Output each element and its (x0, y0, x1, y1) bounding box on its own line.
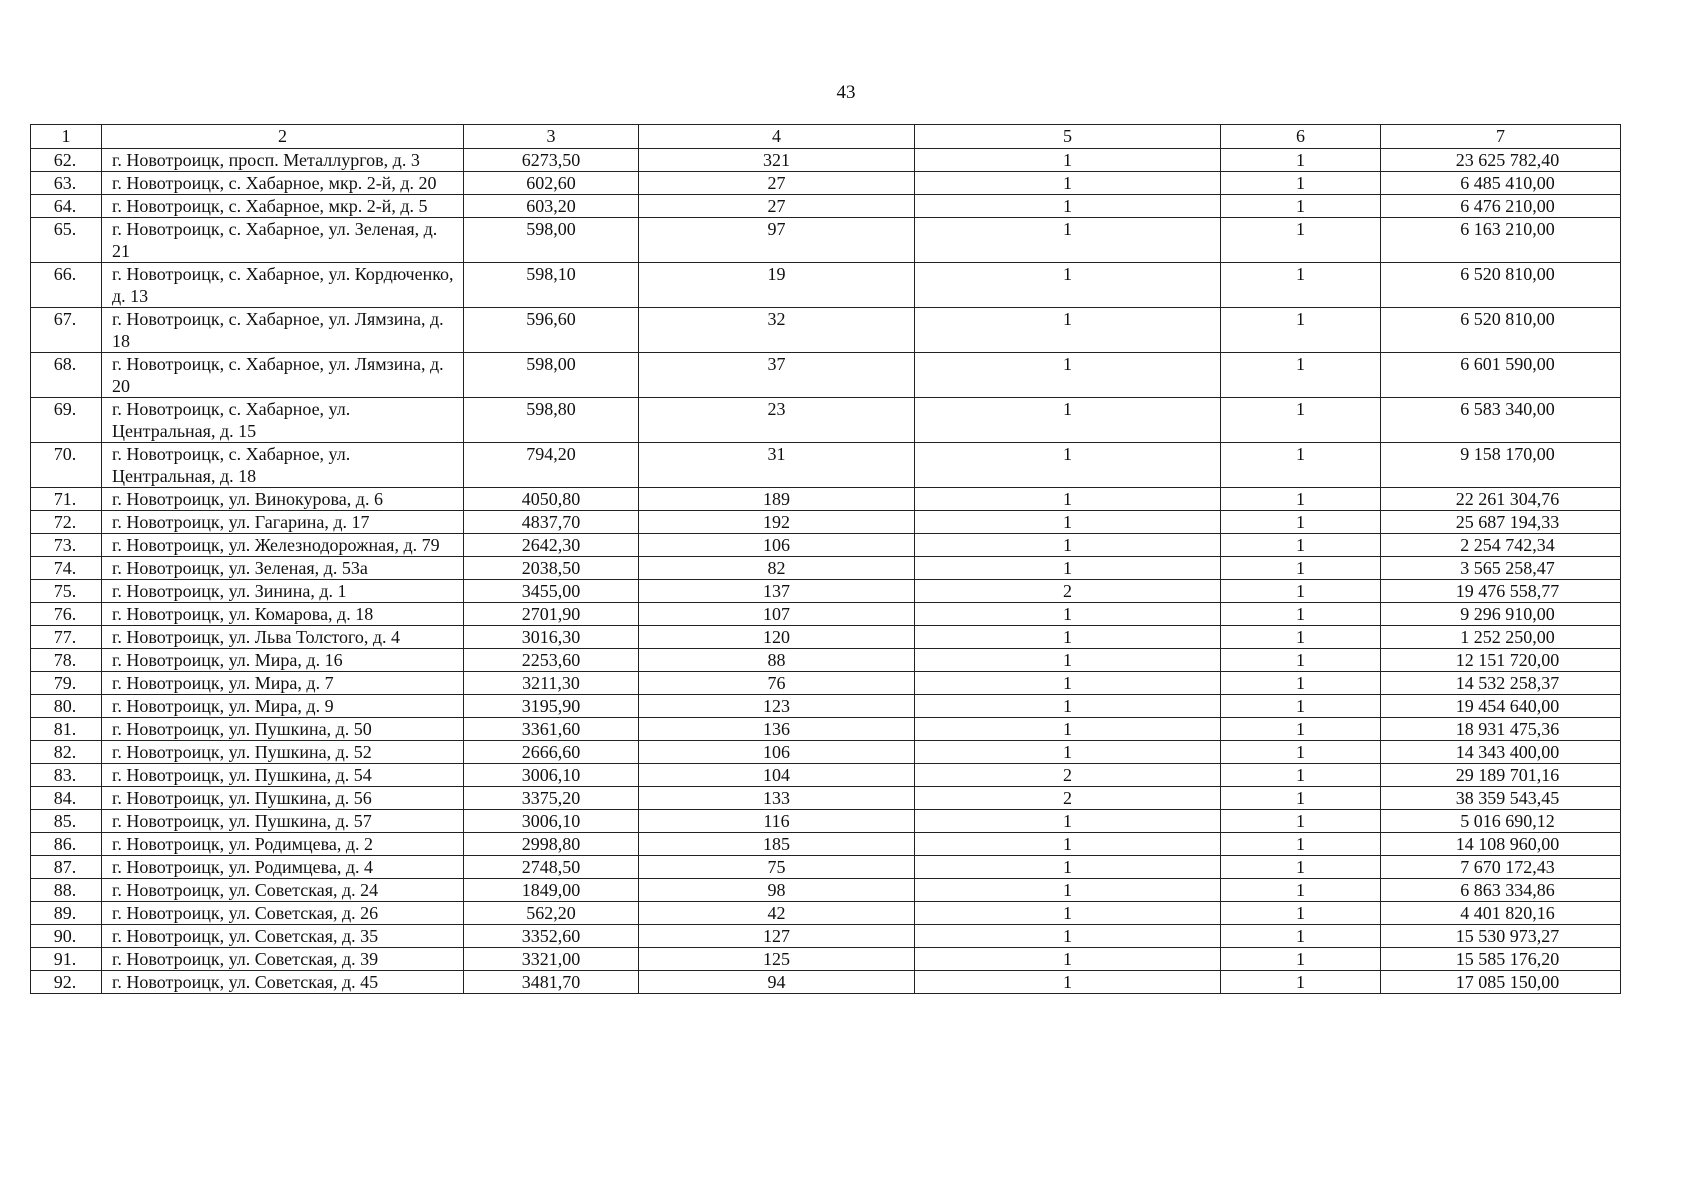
residents-cell: 97 (639, 218, 915, 263)
cost-cell: 19 476 558,77 (1381, 580, 1621, 603)
col5-cell: 1 (915, 603, 1221, 626)
col6-cell: 1 (1221, 263, 1381, 308)
table-row (31, 626, 1621, 649)
col5-cell: 1 (915, 649, 1221, 672)
area-cell: 794,20 (464, 443, 639, 488)
residents-cell: 136 (639, 718, 915, 741)
col5-cell: 1 (915, 195, 1221, 218)
table-row (31, 948, 1621, 971)
address-cell: г. Новотроицк, с. Хабарное, ул. Кордюченко, д. 13 (102, 263, 464, 308)
row-number: 75. (31, 580, 102, 603)
table-row (31, 580, 1621, 603)
area-cell: 562,20 (464, 902, 639, 925)
residents-cell: 321 (639, 149, 915, 172)
area-cell: 4050,80 (464, 488, 639, 511)
table-row (31, 695, 1621, 718)
col6-cell: 1 (1221, 649, 1381, 672)
table-row (31, 603, 1621, 626)
address-cell: г. Новотроицк, ул. Льва Толстого, д. 4 (102, 626, 464, 649)
col5-cell: 1 (915, 833, 1221, 856)
table-row (31, 787, 1621, 810)
column-number-6: 6 (1221, 125, 1381, 149)
address-cell: г. Новотроицк, ул. Винокурова, д. 6 (102, 488, 464, 511)
address-cell: г. Новотроицк, с. Хабарное, ул. Центральная, д. 18 (102, 443, 464, 488)
row-number: 80. (31, 695, 102, 718)
col6-cell: 1 (1221, 580, 1381, 603)
col6-cell: 1 (1221, 195, 1381, 218)
table-row (31, 718, 1621, 741)
cost-cell: 14 108 960,00 (1381, 833, 1621, 856)
cost-cell: 17 085 150,00 (1381, 971, 1621, 994)
row-number: 85. (31, 810, 102, 833)
col6-cell: 1 (1221, 308, 1381, 353)
col6-cell: 1 (1221, 172, 1381, 195)
cost-cell: 6 863 334,86 (1381, 879, 1621, 902)
area-cell: 596,60 (464, 308, 639, 353)
residents-cell: 82 (639, 557, 915, 580)
residents-cell: 23 (639, 398, 915, 443)
address-cell: г. Новотроицк, ул. Пушкина, д. 52 (102, 741, 464, 764)
address-cell: г. Новотроицк, ул. Гагарина, д. 17 (102, 511, 464, 534)
cost-cell: 15 530 973,27 (1381, 925, 1621, 948)
col5-cell: 1 (915, 925, 1221, 948)
col5-cell: 1 (915, 263, 1221, 308)
cost-cell: 12 151 720,00 (1381, 649, 1621, 672)
row-number: 72. (31, 511, 102, 534)
residents-cell: 88 (639, 649, 915, 672)
row-number: 63. (31, 172, 102, 195)
cost-cell: 38 359 543,45 (1381, 787, 1621, 810)
address-cell: г. Новотроицк, ул. Родимцева, д. 4 (102, 856, 464, 879)
table-row (31, 511, 1621, 534)
area-cell: 603,20 (464, 195, 639, 218)
residents-cell: 32 (639, 308, 915, 353)
area-cell: 4837,70 (464, 511, 639, 534)
col5-cell: 1 (915, 443, 1221, 488)
row-number: 89. (31, 902, 102, 925)
area-cell: 2701,90 (464, 603, 639, 626)
area-cell: 2642,30 (464, 534, 639, 557)
residents-cell: 137 (639, 580, 915, 603)
cost-cell: 1 252 250,00 (1381, 626, 1621, 649)
col6-cell: 1 (1221, 718, 1381, 741)
residents-cell: 75 (639, 856, 915, 879)
address-cell: г. Новотроицк, ул. Зинина, д. 1 (102, 580, 464, 603)
address-cell: г. Новотроицк, просп. Металлургов, д. 3 (102, 149, 464, 172)
table-row (31, 741, 1621, 764)
address-cell: г. Новотроицк, с. Хабарное, ул. Центральная, д. 15 (102, 398, 464, 443)
col6-cell: 1 (1221, 353, 1381, 398)
table-row (31, 488, 1621, 511)
area-cell: 598,00 (464, 218, 639, 263)
area-cell: 1849,00 (464, 879, 639, 902)
address-cell: г. Новотроицк, ул. Родимцева, д. 2 (102, 833, 464, 856)
address-cell: г. Новотроицк, ул. Советская, д. 39 (102, 948, 464, 971)
address-cell: г. Новотроицк, ул. Советская, д. 26 (102, 902, 464, 925)
col5-cell: 1 (915, 534, 1221, 557)
residents-cell: 127 (639, 925, 915, 948)
table-body (31, 149, 1621, 994)
table-row (31, 672, 1621, 695)
col6-cell: 1 (1221, 443, 1381, 488)
residents-cell: 107 (639, 603, 915, 626)
residents-cell: 31 (639, 443, 915, 488)
col5-cell: 1 (915, 353, 1221, 398)
row-number: 70. (31, 443, 102, 488)
col5-cell: 1 (915, 308, 1221, 353)
address-cell: г. Новотроицк, ул. Пушкина, д. 56 (102, 787, 464, 810)
cost-cell: 5 016 690,12 (1381, 810, 1621, 833)
address-cell: г. Новотроицк, ул. Мира, д. 16 (102, 649, 464, 672)
address-cell: г. Новотроицк, ул. Зеленая, д. 53а (102, 557, 464, 580)
col6-cell: 1 (1221, 787, 1381, 810)
residents-cell: 104 (639, 764, 915, 787)
col5-cell: 1 (915, 902, 1221, 925)
area-cell: 598,80 (464, 398, 639, 443)
col6-cell: 1 (1221, 833, 1381, 856)
cost-cell: 14 532 258,37 (1381, 672, 1621, 695)
col5-cell: 1 (915, 149, 1221, 172)
row-number: 67. (31, 308, 102, 353)
col5-cell: 2 (915, 580, 1221, 603)
residents-cell: 27 (639, 195, 915, 218)
cost-cell: 6 163 210,00 (1381, 218, 1621, 263)
residents-cell: 94 (639, 971, 915, 994)
col6-cell: 1 (1221, 948, 1381, 971)
row-number: 64. (31, 195, 102, 218)
col6-cell: 1 (1221, 741, 1381, 764)
row-number: 71. (31, 488, 102, 511)
table-row (31, 971, 1621, 994)
table-row (31, 764, 1621, 787)
area-cell: 3321,00 (464, 948, 639, 971)
residents-cell: 192 (639, 511, 915, 534)
address-cell: г. Новотроицк, ул. Советская, д. 24 (102, 879, 464, 902)
address-cell: г. Новотроицк, ул. Комарова, д. 18 (102, 603, 464, 626)
address-cell: г. Новотроицк, ул. Мира, д. 7 (102, 672, 464, 695)
col6-cell: 1 (1221, 902, 1381, 925)
row-number: 92. (31, 971, 102, 994)
cost-cell: 6 520 810,00 (1381, 263, 1621, 308)
col6-cell: 1 (1221, 603, 1381, 626)
row-number: 73. (31, 534, 102, 557)
column-number-4: 4 (639, 125, 915, 149)
cost-cell: 14 343 400,00 (1381, 741, 1621, 764)
residents-cell: 76 (639, 672, 915, 695)
address-cell: г. Новотроицк, с. Хабарное, ул. Зеленая, д. 21 (102, 218, 464, 263)
residents-cell: 42 (639, 902, 915, 925)
col5-cell: 1 (915, 398, 1221, 443)
address-cell: г. Новотроицк, ул. Пушкина, д. 57 (102, 810, 464, 833)
table-row (31, 879, 1621, 902)
residents-cell: 106 (639, 534, 915, 557)
cost-cell: 9 296 910,00 (1381, 603, 1621, 626)
column-number-row (31, 125, 1621, 149)
residents-cell: 27 (639, 172, 915, 195)
cost-cell: 3 565 258,47 (1381, 557, 1621, 580)
cost-cell: 23 625 782,40 (1381, 149, 1621, 172)
table-row (31, 534, 1621, 557)
area-cell: 602,60 (464, 172, 639, 195)
area-cell: 3006,10 (464, 810, 639, 833)
address-cell: г. Новотроицк, ул. Пушкина, д. 50 (102, 718, 464, 741)
col6-cell: 1 (1221, 626, 1381, 649)
area-cell: 3195,90 (464, 695, 639, 718)
area-cell: 3211,30 (464, 672, 639, 695)
cost-cell: 25 687 194,33 (1381, 511, 1621, 534)
col6-cell: 1 (1221, 764, 1381, 787)
address-cell: г. Новотроицк, с. Хабарное, ул. Лямзина, д. 18 (102, 308, 464, 353)
area-cell: 3352,60 (464, 925, 639, 948)
col5-cell: 1 (915, 511, 1221, 534)
table-row (31, 649, 1621, 672)
table-row (31, 195, 1621, 218)
col5-cell: 1 (915, 948, 1221, 971)
col5-cell: 1 (915, 971, 1221, 994)
cost-cell: 9 158 170,00 (1381, 443, 1621, 488)
row-number: 86. (31, 833, 102, 856)
cost-cell: 29 189 701,16 (1381, 764, 1621, 787)
column-number-2: 2 (102, 125, 464, 149)
column-number-1: 1 (31, 125, 102, 149)
address-cell: г. Новотроицк, ул. Советская, д. 45 (102, 971, 464, 994)
col6-cell: 1 (1221, 810, 1381, 833)
table-row (31, 398, 1621, 443)
row-number: 77. (31, 626, 102, 649)
col6-cell: 1 (1221, 695, 1381, 718)
area-cell: 3361,60 (464, 718, 639, 741)
row-number: 62. (31, 149, 102, 172)
area-cell: 2253,60 (464, 649, 639, 672)
address-cell: г. Новотроицк, с. Хабарное, мкр. 2-й, д. 20 (102, 172, 464, 195)
cost-cell: 7 670 172,43 (1381, 856, 1621, 879)
table-row (31, 557, 1621, 580)
table-row (31, 218, 1621, 263)
column-number-7: 7 (1381, 125, 1621, 149)
cost-cell: 2 254 742,34 (1381, 534, 1621, 557)
row-number: 90. (31, 925, 102, 948)
residents-cell: 98 (639, 879, 915, 902)
row-number: 69. (31, 398, 102, 443)
table-row (31, 443, 1621, 488)
row-number: 78. (31, 649, 102, 672)
col6-cell: 1 (1221, 218, 1381, 263)
col6-cell: 1 (1221, 557, 1381, 580)
row-number: 83. (31, 764, 102, 787)
col5-cell: 1 (915, 741, 1221, 764)
residents-cell: 125 (639, 948, 915, 971)
address-cell: г. Новотроицк, ул. Мира, д. 9 (102, 695, 464, 718)
residents-cell: 120 (639, 626, 915, 649)
residents-cell: 106 (639, 741, 915, 764)
page-number: 43 (836, 82, 856, 103)
row-number: 74. (31, 557, 102, 580)
cost-cell: 18 931 475,36 (1381, 718, 1621, 741)
table-row (31, 172, 1621, 195)
row-number: 76. (31, 603, 102, 626)
row-number: 84. (31, 787, 102, 810)
col5-cell: 1 (915, 856, 1221, 879)
cost-cell: 6 520 810,00 (1381, 308, 1621, 353)
cost-cell: 6 485 410,00 (1381, 172, 1621, 195)
table-row (31, 925, 1621, 948)
residents-cell: 185 (639, 833, 915, 856)
col5-cell: 1 (915, 488, 1221, 511)
area-cell: 2998,80 (464, 833, 639, 856)
address-cell: г. Новотроицк, ул. Советская, д. 35 (102, 925, 464, 948)
table-row (31, 353, 1621, 398)
row-number: 88. (31, 879, 102, 902)
cost-cell: 4 401 820,16 (1381, 902, 1621, 925)
row-number: 81. (31, 718, 102, 741)
col5-cell: 1 (915, 218, 1221, 263)
table-row (31, 833, 1621, 856)
residents-cell: 133 (639, 787, 915, 810)
column-number-3: 3 (464, 125, 639, 149)
residents-cell: 123 (639, 695, 915, 718)
col6-cell: 1 (1221, 488, 1381, 511)
row-number: 65. (31, 218, 102, 263)
area-cell: 3375,20 (464, 787, 639, 810)
address-cell: г. Новотроицк, с. Хабарное, мкр. 2-й, д. 5 (102, 195, 464, 218)
row-number: 91. (31, 948, 102, 971)
col6-cell: 1 (1221, 856, 1381, 879)
row-number: 79. (31, 672, 102, 695)
cost-cell: 19 454 640,00 (1381, 695, 1621, 718)
col5-cell: 1 (915, 557, 1221, 580)
area-cell: 3455,00 (464, 580, 639, 603)
residents-cell: 37 (639, 353, 915, 398)
row-number: 82. (31, 741, 102, 764)
area-cell: 6273,50 (464, 149, 639, 172)
col6-cell: 1 (1221, 925, 1381, 948)
col5-cell: 1 (915, 672, 1221, 695)
cost-cell: 6 601 590,00 (1381, 353, 1621, 398)
address-cell: г. Новотроицк, ул. Пушкина, д. 54 (102, 764, 464, 787)
residents-cell: 19 (639, 263, 915, 308)
area-cell: 2038,50 (464, 557, 639, 580)
column-number-5: 5 (915, 125, 1221, 149)
cost-cell: 6 476 210,00 (1381, 195, 1621, 218)
col6-cell: 1 (1221, 672, 1381, 695)
row-number: 68. (31, 353, 102, 398)
address-cell: г. Новотроицк, с. Хабарное, ул. Лямзина, д. 20 (102, 353, 464, 398)
col6-cell: 1 (1221, 398, 1381, 443)
col5-cell: 1 (915, 695, 1221, 718)
area-cell: 3481,70 (464, 971, 639, 994)
col6-cell: 1 (1221, 971, 1381, 994)
table-row (31, 810, 1621, 833)
row-number: 66. (31, 263, 102, 308)
area-cell: 598,10 (464, 263, 639, 308)
col5-cell: 1 (915, 810, 1221, 833)
residents-cell: 116 (639, 810, 915, 833)
col5-cell: 1 (915, 879, 1221, 902)
col5-cell: 1 (915, 626, 1221, 649)
table-row (31, 263, 1621, 308)
area-cell: 3016,30 (464, 626, 639, 649)
area-cell: 598,00 (464, 353, 639, 398)
address-cell: г. Новотроицк, ул. Железнодорожная, д. 79 (102, 534, 464, 557)
area-cell: 3006,10 (464, 764, 639, 787)
table-row (31, 308, 1621, 353)
area-cell: 2748,50 (464, 856, 639, 879)
area-cell: 2666,60 (464, 741, 639, 764)
residents-cell: 189 (639, 488, 915, 511)
col5-cell: 1 (915, 172, 1221, 195)
table-row (31, 856, 1621, 879)
table-row (31, 902, 1621, 925)
cost-cell: 6 583 340,00 (1381, 398, 1621, 443)
col5-cell: 1 (915, 718, 1221, 741)
col6-cell: 1 (1221, 511, 1381, 534)
col6-cell: 1 (1221, 149, 1381, 172)
col5-cell: 2 (915, 787, 1221, 810)
table-row (31, 149, 1621, 172)
col6-cell: 1 (1221, 879, 1381, 902)
register-table (30, 124, 1621, 994)
cost-cell: 22 261 304,76 (1381, 488, 1621, 511)
cost-cell: 15 585 176,20 (1381, 948, 1621, 971)
col6-cell: 1 (1221, 534, 1381, 557)
row-number: 87. (31, 856, 102, 879)
col5-cell: 2 (915, 764, 1221, 787)
